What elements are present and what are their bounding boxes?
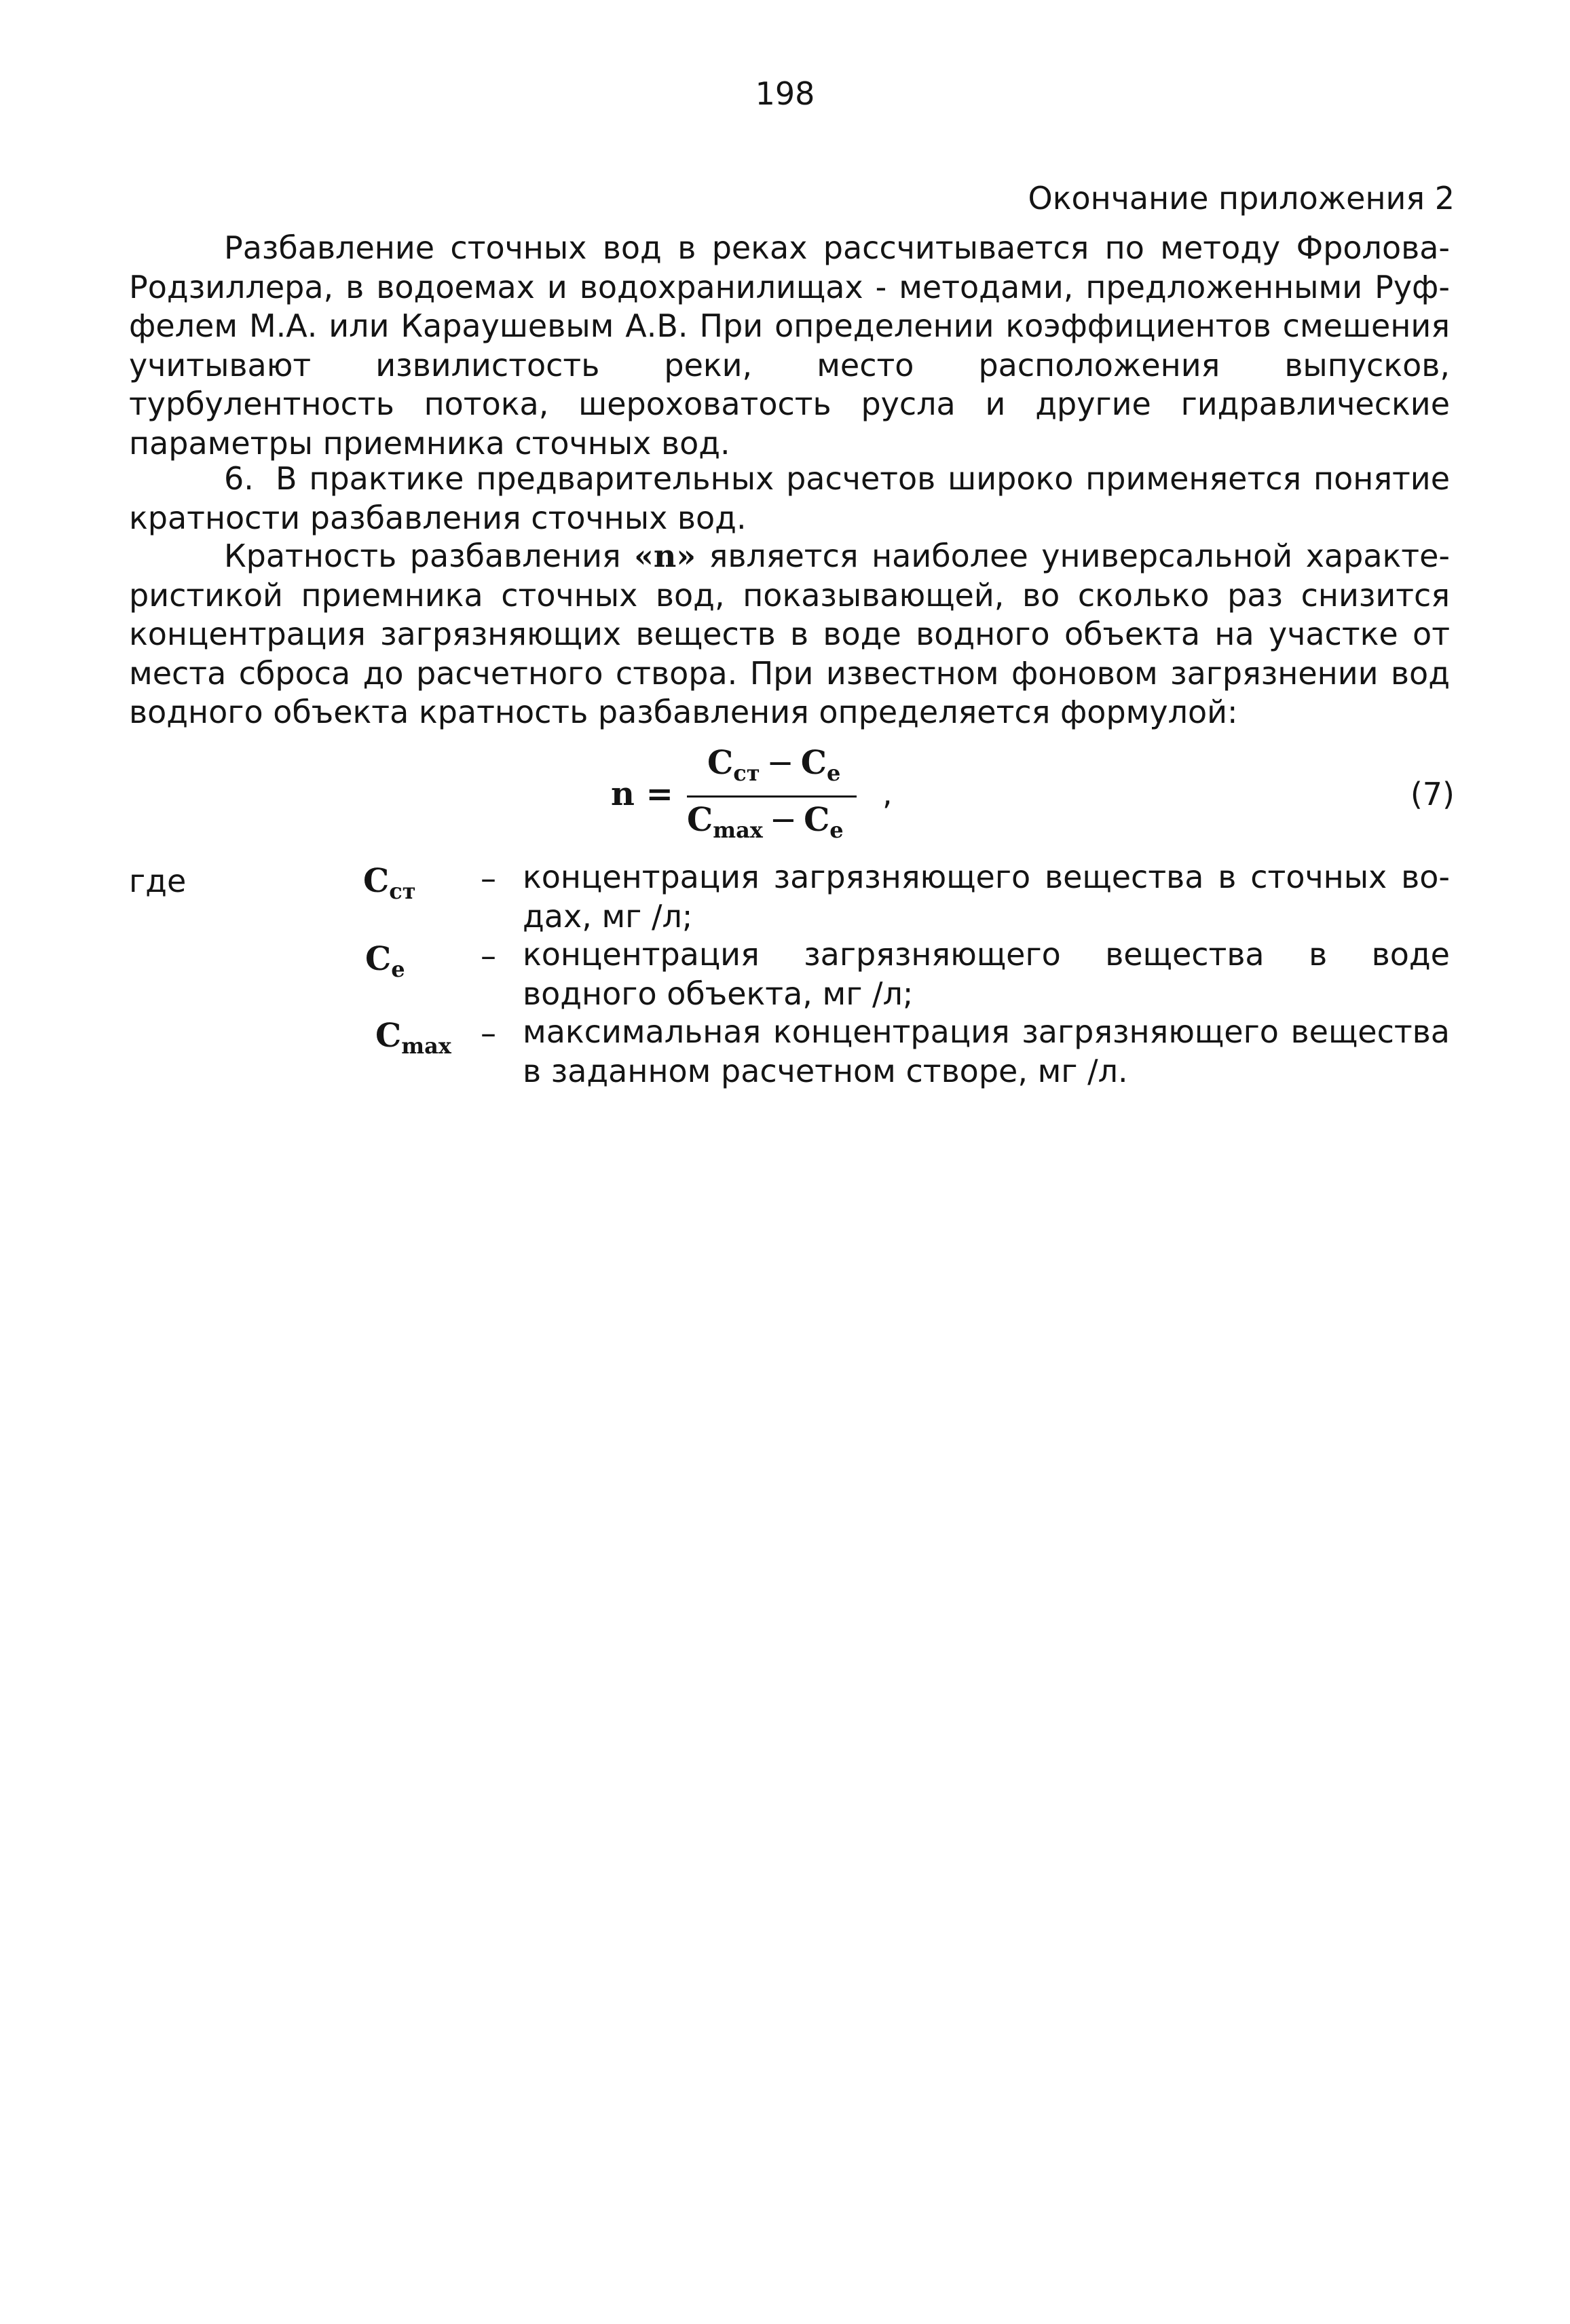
paragraph-dilution-ratio bbox=[129, 537, 1450, 732]
definition-dash: – bbox=[481, 1015, 496, 1051]
denominator-sub-e: e bbox=[829, 817, 844, 843]
definition-symbol-c-st: $C_{ст}$ bbox=[363, 862, 416, 904]
paragraph-dilution-methods: Разбавление сточных вод в реках рассчитывается по методу Фролова-Родзиллера, в водоемах и водохранилищах - методами, предложенными Руффелем М.А. или Караушевым А.В. При определении коэффициентов смешения учитывают извилистость реки, место расположения выпусков, турбулентность потока, шероховатость русла и другие гидравлические параметры приемника сточных вод. bbox=[129, 229, 1450, 462]
definition-dash: – bbox=[481, 937, 496, 974]
denominator-sub-max: max bbox=[713, 817, 763, 843]
definition-symbol-c-max: $C_{max}$ bbox=[375, 1017, 451, 1059]
definition-text-c-e: концентрация загрязняющего вещества в воде водного объекта, мг /л; bbox=[523, 936, 1450, 1012]
paragraph-text-end: является наиболее универсальной характеристикой приемника сточных вод, показывающей, во сколько раз снизится концентрация загрязняющих веществ в воде водного объекта на участке от места сброса до расчетного створа. При известном фоновом загрязнении вод водного объекта кратность разбавления определяется формулой: bbox=[129, 538, 1450, 730]
definition-text-c-max: максимальная концентрация загрязняющего вещества в заданном расчетном створе, мг /л. bbox=[523, 1013, 1450, 1089]
numerator-minus: − bbox=[766, 744, 794, 782]
paragraph-text-start: Кратность разбавления bbox=[224, 538, 635, 574]
equation-number: (7) bbox=[1410, 776, 1455, 812]
numerator-sub-st: ст bbox=[733, 760, 760, 786]
list-item-text: В практике предварительных расчетов широко применяется понятие кратности разбавления сточных вод. bbox=[129, 460, 1450, 536]
list-item-number: 6. bbox=[224, 460, 254, 497]
appendix-note: Окончание приложения 2 bbox=[1028, 180, 1455, 217]
numerator-c-e: C bbox=[800, 744, 827, 782]
where-label: где bbox=[129, 863, 187, 899]
formula-numerator bbox=[707, 744, 841, 786]
formula-denominator bbox=[687, 801, 844, 843]
list-item-6 bbox=[129, 460, 1450, 538]
definition-symbol-c-e: $C_e$ bbox=[365, 940, 405, 982]
denominator-c-e: C bbox=[804, 801, 830, 839]
fraction-bar bbox=[687, 795, 857, 798]
formula-comma: , bbox=[882, 775, 893, 812]
denominator-minus: − bbox=[769, 801, 798, 839]
term-n: «n» bbox=[634, 538, 696, 574]
numerator-sub-e: e bbox=[826, 760, 841, 786]
page-number: 198 bbox=[755, 75, 815, 112]
numerator-c-st: C bbox=[707, 744, 734, 782]
denominator-c-max: C bbox=[687, 801, 713, 839]
definition-text-c-st: концентрация загрязняющего вещества в сточных водах, мг /л; bbox=[523, 859, 1450, 935]
definition-dash: – bbox=[481, 860, 496, 897]
formula-lhs: n = bbox=[611, 775, 673, 813]
